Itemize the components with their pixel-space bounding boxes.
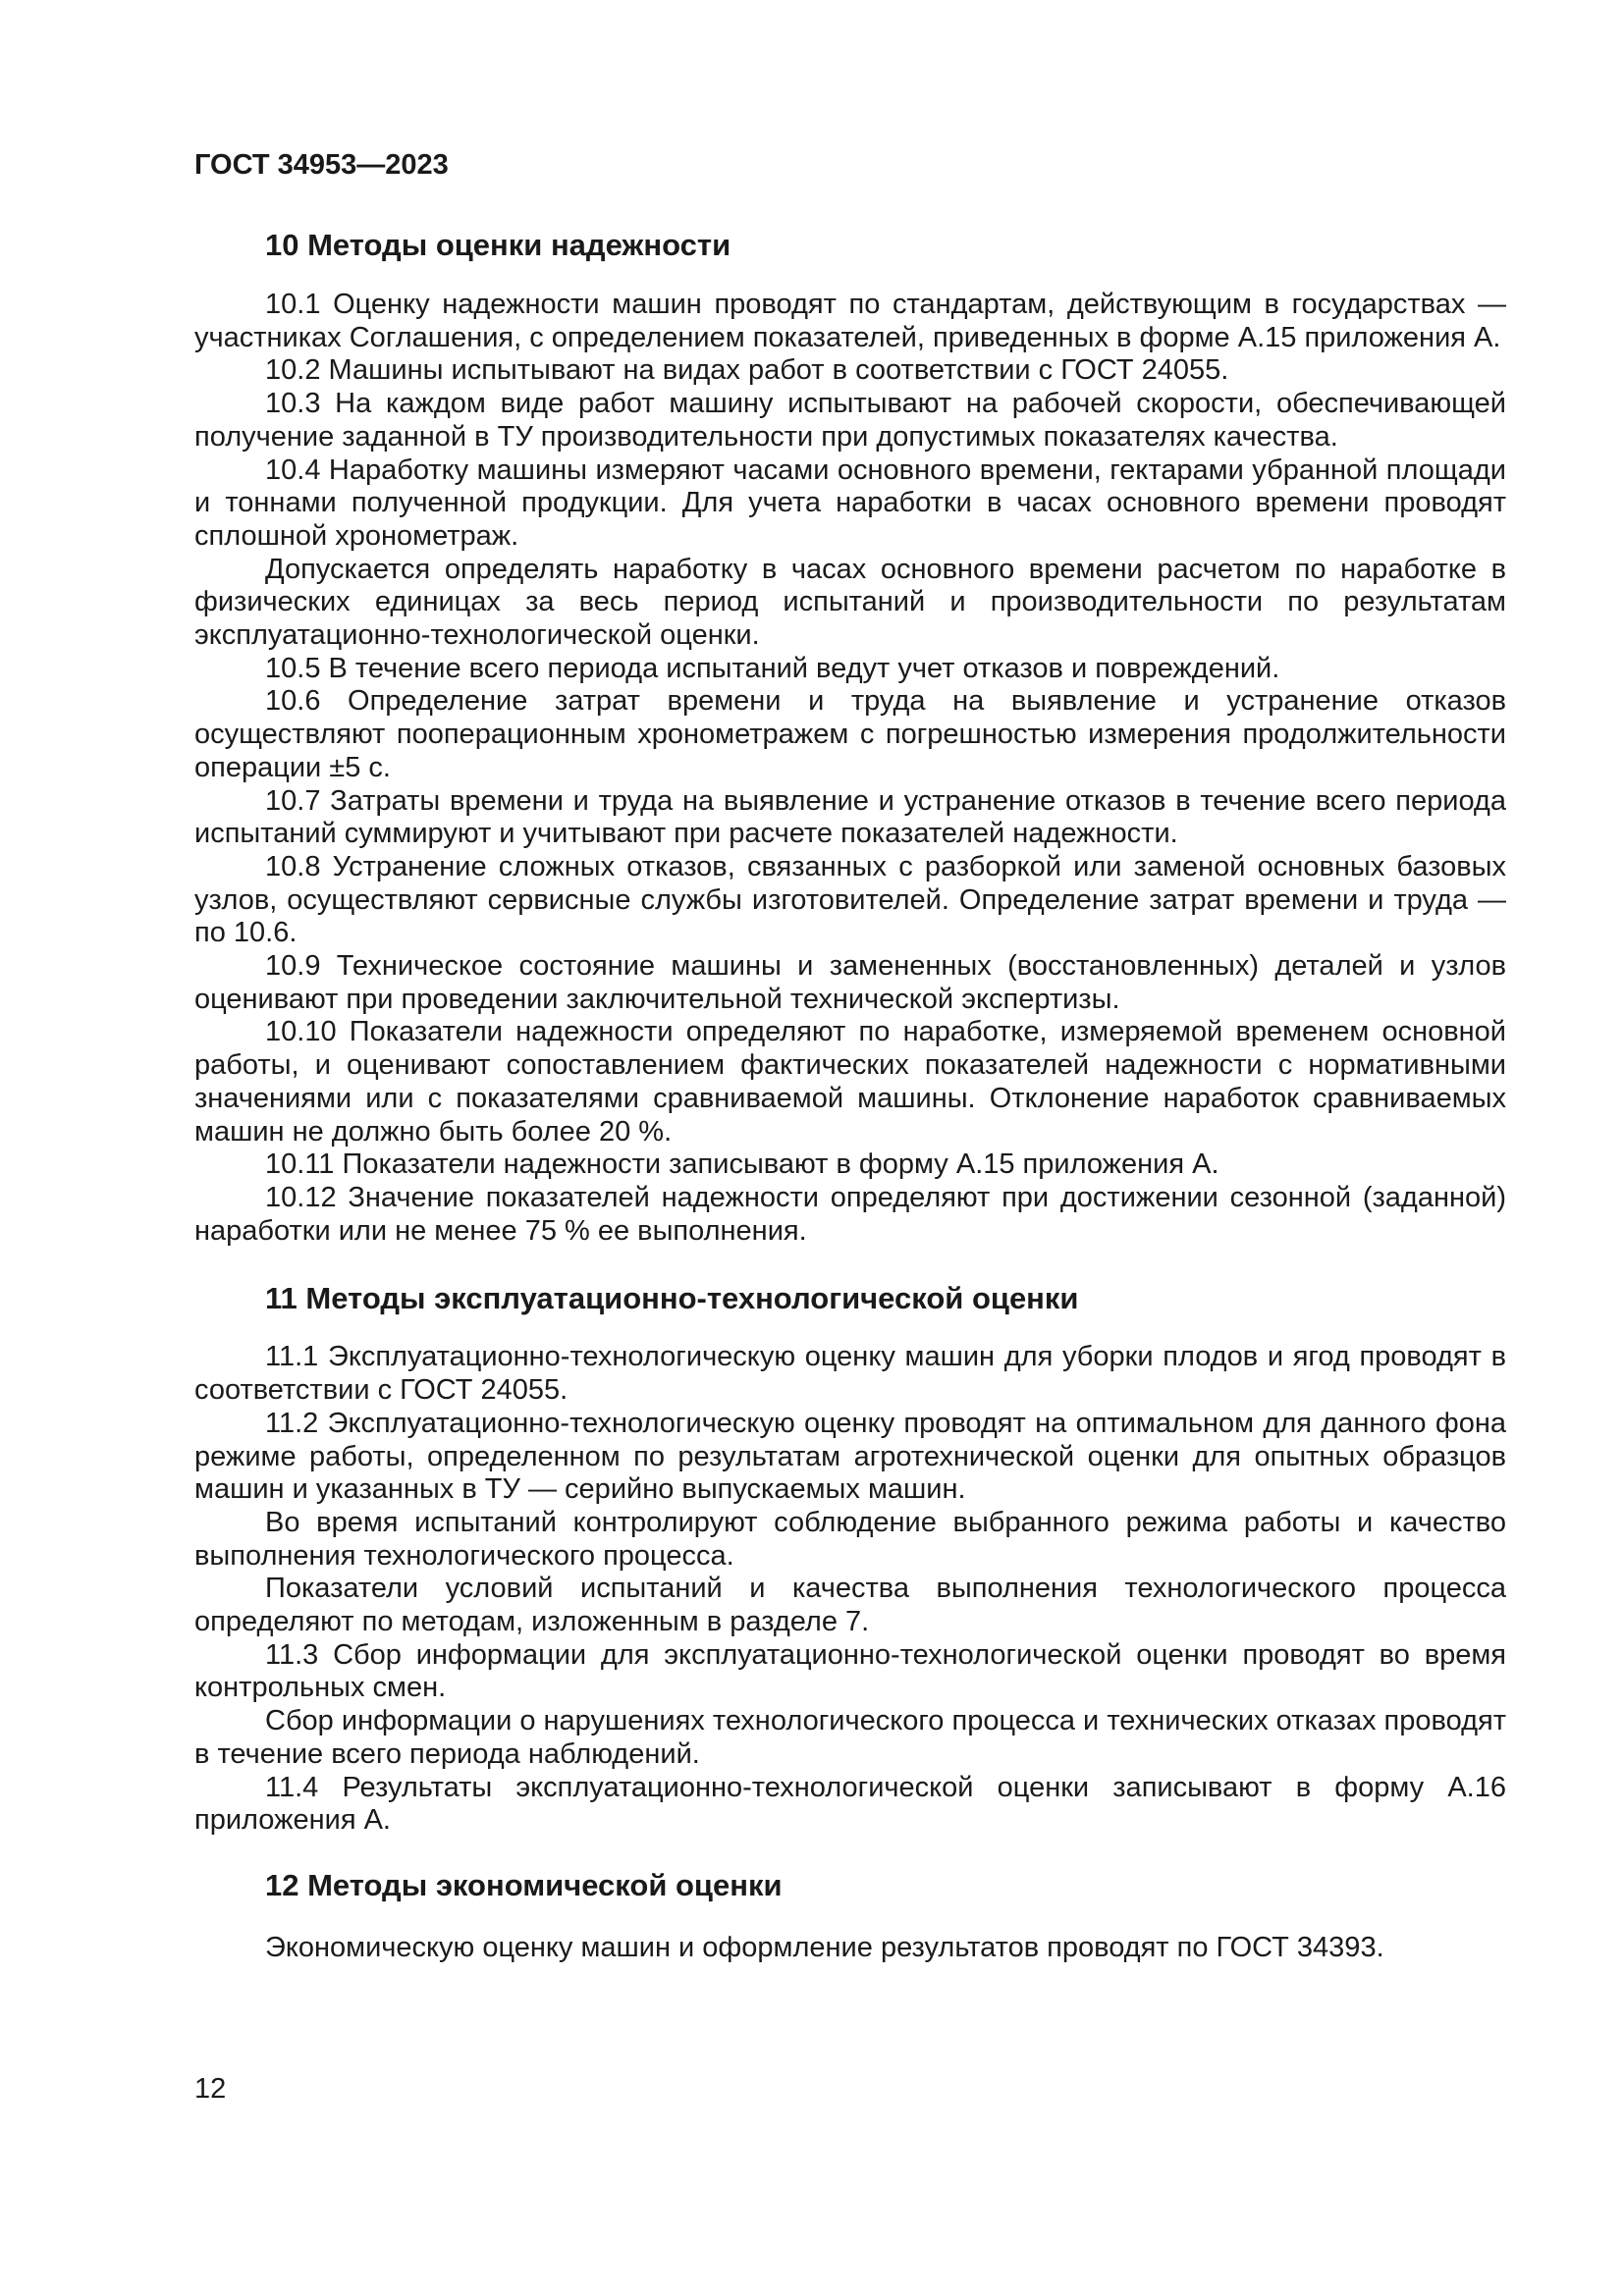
paragraph: 10.8 Устранение сложных отказов, связанных с разборкой или заменой основных базовых узлов, осуществляют сервисные службы изготовителей. Определение затрат времени и труда — по 10.6.	[194, 850, 1506, 949]
section-heading: 11 Методы эксплуатационно-технологической оценки	[265, 1281, 1079, 1316]
section-10-reliability-methods	[194, 228, 1506, 1248]
text-column	[194, 148, 1506, 1965]
paragraph: 10.1 Оценку надежности машин проводят по стандартам, действующим в государствах — участниках Соглашения, с определением показателей, приведенных в форме А.15 приложения А.	[194, 289, 1506, 353]
paragraph: Экономическую оценку машин и оформление результатов проводят по ГОСТ 34393.	[265, 1931, 1384, 1963]
paragraph: 10.3 На каждом виде работ машину испытывают на рабочей скорости, обеспечивающей получение заданной в ТУ производительности при допустимых показателях качества.	[194, 388, 1506, 453]
paragraph: Во время испытаний контролируют соблюдение выбранного режима работы и качество выполнения технологического процесса.	[194, 1506, 1506, 1572]
paragraph: Показатели условий испытаний и качества выполнения технологического процесса определяют по методам, изложенным в разделе 7.	[194, 1573, 1506, 1638]
paragraph: 11.2 Эксплуатационно-технологическую оценку проводят на оптимальном для данного фона режиме работы, определенном по результатам агротехнической оценки для опытных образцов машин и указанных в ТУ — серийно выпускаемых машин.	[194, 1407, 1506, 1506]
section-heading: 10 Методы оценки надежности	[265, 228, 731, 262]
running-header: ГОСТ 34953—2023	[194, 149, 449, 181]
paragraph: 10.11 Показатели надежности записывают в форму А.15 приложения А.	[265, 1148, 1219, 1181]
paragraph: 11.1 Эксплуатационно-технологическую оценку машин для уборки плодов и ягод проводят в соответствии с ГОСТ 24055.	[194, 1341, 1506, 1407]
paragraph: 10.7 Затраты времени и труда на выявление и устранение отказов в течение всего периода испытаний суммируют и учитывают при расчете показателей надежности.	[194, 784, 1506, 850]
paragraph: 10.2 Машины испытывают на видах работ в соответствии с ГОСТ 24055.	[265, 354, 1229, 387]
paragraph: Сбор информации о нарушениях технологического процесса и технических отказах проводят в течение всего периода наблюдений.	[194, 1705, 1506, 1770]
page-number: 12	[194, 2073, 227, 2105]
paragraph: 10.12 Значение показателей надежности определяют при достижении сезонной (заданной) наработки или не менее 75 % ее выполнения.	[194, 1181, 1506, 1247]
paragraph: 10.10 Показатели надежности определяют по наработке, измеряемой временем основной работы, и оценивают сопоставлением фактических показателей надежности с нормативными значениями или с показателями сравниваемой машины. Отклонение наработок сравниваемых машин не должно быть более 20 %.	[194, 1016, 1506, 1148]
section-heading: 12 Методы экономической оценки	[265, 1867, 783, 1902]
paragraph: 10.6 Определение затрат времени и труда на выявление и устранение отказов осуществляют пооперационным хронометражем с погрешностью измерения продолжительности операции ±5 с.	[194, 685, 1506, 783]
paragraph: 11.3 Сбор информации для эксплуатационно-технологической оценки проводят во время контрольных смен.	[194, 1638, 1506, 1704]
paragraph: 10.5 В течение всего периода испытаний ведут учет отказов и повреждений.	[265, 652, 1280, 684]
paragraph: 10.4 Наработку машины измеряют часами основного времени, гектарами убранной площади и тоннами полученной продукции. Для учета наработки в часах основного времени проводят сплошной хронометраж.	[194, 454, 1506, 552]
section-12-economic-methods	[194, 1868, 1506, 1965]
paragraph: 10.9 Техническое состояние машины и замененных (восстановленных) деталей и узлов оценивают при проведении заключительной технической экспертизы.	[194, 950, 1506, 1015]
paragraph: 11.4 Результаты эксплуатационно-технологической оценки записывают в форму А.16 приложения А.	[194, 1771, 1506, 1837]
paragraph: Допускается определять наработку в часах основного времени расчетом по наработке в физических единицах за весь период испытаний и производительности по результатам эксплуатационно-технологической оценки.	[194, 553, 1506, 652]
section-11-operational-technological-methods	[194, 1281, 1506, 1838]
